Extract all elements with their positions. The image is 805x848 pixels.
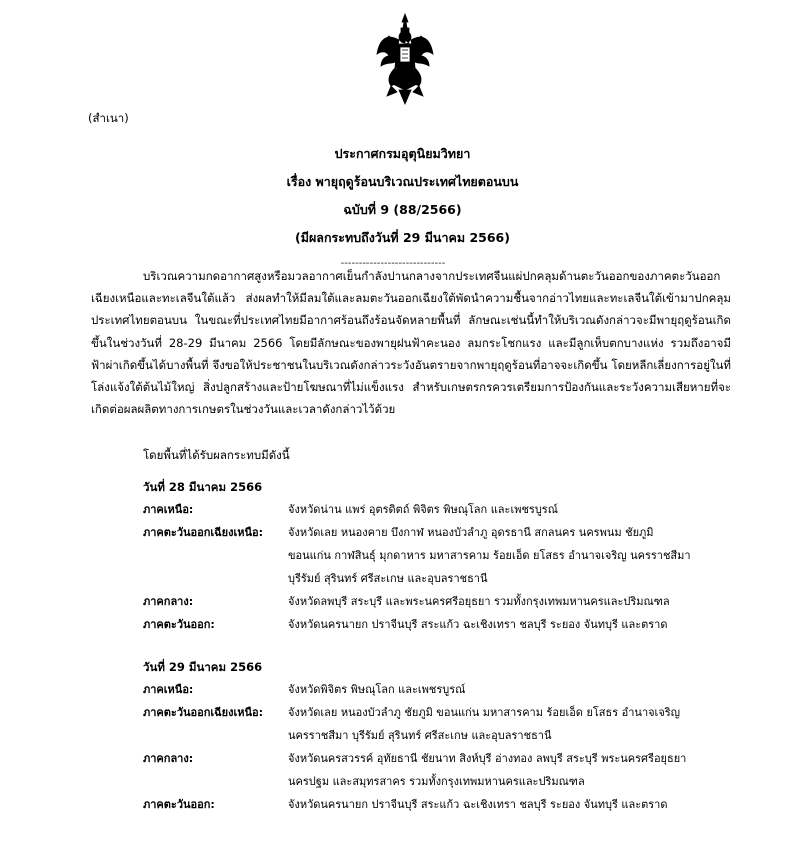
divider: ----------------------------- [340, 258, 446, 269]
province-line: จังหวัดนครสวรรค์ อุทัยธานี ชัยนาท สิงห์บุรี อ่างทอง ลพบุรี สระบุรี พระนครศรีอยุธยา [288, 752, 687, 765]
region-name: ภาคตะวันออกเฉียงเหนือ: [143, 706, 264, 719]
region-provinces [288, 590, 743, 613]
province-line: ขอนแก่น กาฬสินธุ์ มุกดาหาร มหาสารคาม ร้อยเอ็ด ยโสธร อำนาจเจริญ นครราชสีมา [288, 549, 691, 562]
province-line: นครปฐม และสมุทรสาคร รวมทั้งกรุงเทพมหานครและปริมณฑล [288, 775, 585, 788]
title-effective-date: (มีผลกระทบถึงวันที่ 29 มีนาคม 2566) [295, 230, 510, 245]
region-provinces [288, 521, 743, 590]
region-row [143, 613, 743, 636]
province-line: บุรีรัมย์ สุรินทร์ ศรีสะเกษ และอุบลราชธานี [288, 572, 488, 585]
province-line: จังหวัดนครนายก ปราจีนบุรี สระแก้ว ฉะเชิงเทรา ชลบุรี ระยอง จันทบุรี และตราด [288, 798, 668, 811]
region-row [143, 747, 743, 793]
province-line: จังหวัดนครนายก ปราจีนบุรี สระแก้ว ฉะเชิงเทรา ชลบุรี ระยอง จันทบุรี และตราด [288, 618, 668, 631]
copy-note: (สำเนา) [88, 111, 129, 125]
region-row [143, 498, 743, 521]
title-agency: ประกาศกรมอุตุนิยมวิทยา [334, 146, 471, 161]
province-line: จังหวัดลพบุรี สระบุรี และพระนครศรีอยุธยา รวมทั้งกรุงเทพมหานครและปริมณฑล [288, 595, 670, 608]
title-issue-number: ฉบับที่ 9 (88/2566) [343, 202, 462, 217]
region-provinces [288, 793, 743, 816]
province-line: จังหวัดน่าน แพร่ อุตรดิตถ์ พิจิตร พิษณุโลก และเพชรบูรณ์ [288, 503, 558, 516]
region-name: ภาคเหนือ: [143, 683, 194, 696]
section-march-29 [143, 656, 743, 816]
title-subject: เรื่อง พายุฤดูร้อนบริเวณประเทศไทยตอนบน [286, 174, 519, 189]
affected-areas-intro: โดยพื้นที่ได้รับผลกระทบมีดังนี้ [143, 448, 290, 462]
region-row [143, 590, 743, 613]
region-name: ภาคกลาง: [143, 595, 194, 608]
announcement-title [0, 140, 805, 252]
region-row [143, 678, 743, 701]
section-march-28 [143, 476, 743, 636]
region-row [143, 701, 743, 747]
garuda-emblem-icon [375, 12, 435, 107]
region-provinces [288, 678, 743, 701]
section-date: วันที่ 29 มีนาคม 2566 [143, 660, 263, 674]
region-provinces [288, 747, 743, 793]
region-name: ภาคกลาง: [143, 752, 194, 765]
region-row [143, 521, 743, 590]
province-line: จังหวัดเลย หนองคาย บึงกาฬ หนองบัวลำภู อุดรธานี สกลนคร นครพนม ชัยภูมิ [288, 526, 654, 539]
province-line: จังหวัดเลย หนองบัวลำภู ชัยภูมิ ขอนแก่น มหาสารคาม ร้อยเอ็ด ยโสธร อำนาจเจริญ [288, 706, 681, 719]
region-row [143, 793, 743, 816]
section-date: วันที่ 28 มีนาคม 2566 [143, 480, 263, 494]
province-line: จังหวัดพิจิตร พิษณุโลก และเพชรบูรณ์ [288, 683, 466, 696]
body-paragraph: บริเวณความกดอากาศสูงหรือมวลอากาศเย็นกำลังปานกลางจากประเทศจีนแผ่ปกคลุมด้านตะวันออกของภาคตะวันออกเฉียงเหนือและทะเลจีนใต้แล้ว ส่งผลทำให้มีลมใต้และลมตะวันออกเฉียงใต้พัดนำความชื้นจากอ่าวไทยและทะเลจีนใต้เข้ามาปกคลุมประเทศไทยตอนบน ในขณะที่ประเทศไทยมีอากาศร้อนถึงร้อนจัดหลายพื้นที่ ลักษณะเช่นนี้ทำให้บริเวณดังกล่าวจะมีพายุฤดูร้อนเกิดขึ้นในช่วงวันที่ 28-29 มีนาคม 2566 โดยมีลักษณะของพายุฝนฟ้าคะนอง ลมกระโชกแรง และมีลูกเห็บตกบางแห่ง รวมถึงอาจมีฟ้าผ่าเกิดขึ้นได้บางพื้นที่ จึงขอให้ประชาชนในบริเวณดังกล่าวระวังอันตรายจากพายุฤดูร้อนที่อาจจะเกิดขึ้น โดยหลีกเลี่ยงการอยู่ในที่โล่งแจ้งใต้ต้นไม้ใหญ่ สิ่งปลูกสร้างและป้ายโฆษณาที่ไม่แข็งแรง สำหรับเกษตรกรควรเตรียมการป้องกันและระวังความเสียหายที่จะเกิดต่อผลผลิตทางการเกษตรในช่วงวันและเวลาดังกล่าวไว้ด้วย [91, 269, 731, 417]
region-provinces [288, 498, 743, 521]
region-provinces [288, 701, 743, 747]
region-name: ภาคตะวันออก: [143, 798, 215, 811]
region-name: ภาคเหนือ: [143, 503, 194, 516]
region-provinces [288, 613, 743, 636]
region-name: ภาคตะวันออกเฉียงเหนือ: [143, 526, 264, 539]
province-line: นครราชสีมา บุรีรัมย์ สุรินทร์ ศรีสะเกษ และอุบลราชธานี [288, 729, 552, 742]
region-name: ภาคตะวันออก: [143, 618, 215, 631]
